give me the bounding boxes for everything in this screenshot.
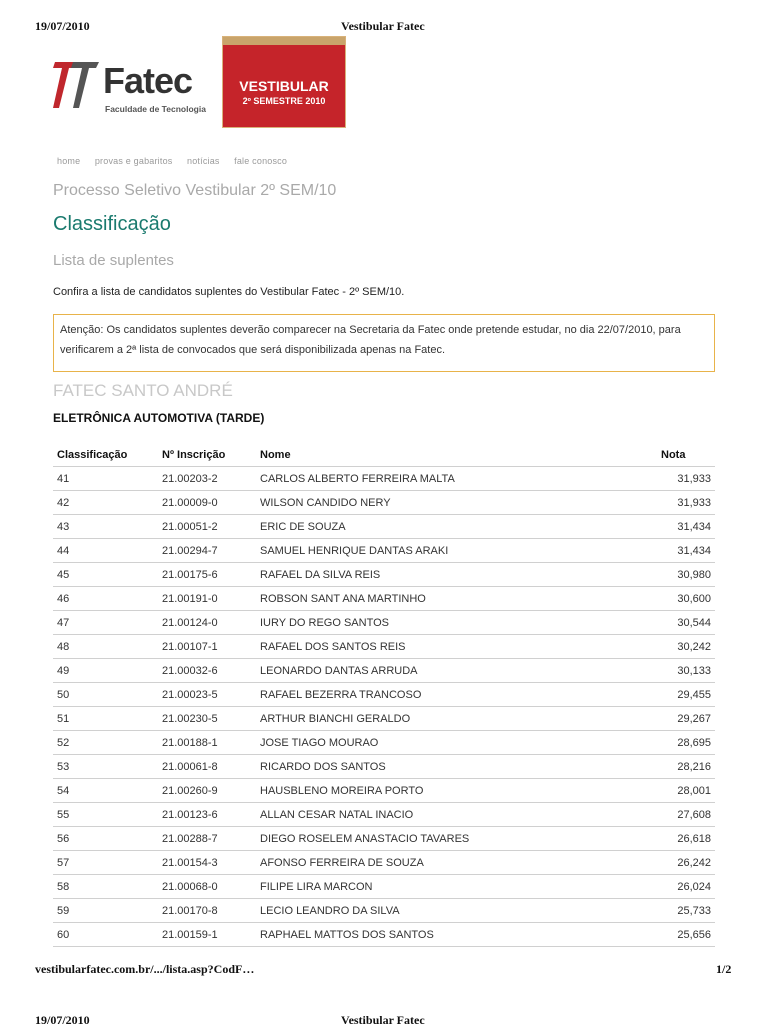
- nav-home-link[interactable]: home: [57, 156, 81, 166]
- table-row: [53, 755, 715, 779]
- cell-name: RAFAEL BEZERRA TRANCOSO: [256, 683, 657, 707]
- logo-subtitle: Faculdade de Tecnologia: [105, 104, 206, 114]
- table-row: [53, 635, 715, 659]
- cell-score: 30,980: [657, 563, 715, 587]
- table-row: [53, 515, 715, 539]
- table-row: [53, 923, 715, 947]
- nav-noticias-link[interactable]: notícias: [187, 156, 220, 166]
- cell-score: 31,933: [657, 467, 715, 491]
- vestibular-badge[interactable]: [222, 36, 346, 128]
- cell-classification: 51: [53, 707, 158, 731]
- cell-registration: 21.00032-6: [158, 659, 256, 683]
- cell-name: RAPHAEL MATTOS DOS SANTOS: [256, 923, 657, 947]
- cell-classification: 58: [53, 875, 158, 899]
- cell-registration: 21.00051-2: [158, 515, 256, 539]
- cell-registration: 21.00294-7: [158, 539, 256, 563]
- cell-name: IURY DO REGO SANTOS: [256, 611, 657, 635]
- cell-classification: 46: [53, 587, 158, 611]
- cell-registration: 21.00260-9: [158, 779, 256, 803]
- fatec-logo-mark-icon: [53, 58, 99, 110]
- cell-classification: 48: [53, 635, 158, 659]
- table-row: [53, 803, 715, 827]
- badge-title: VESTIBULAR: [239, 78, 329, 94]
- cell-classification: 53: [53, 755, 158, 779]
- cell-name: LEONARDO DANTAS ARRUDA: [256, 659, 657, 683]
- cell-score: 27,608: [657, 803, 715, 827]
- cell-score: 26,242: [657, 851, 715, 875]
- cell-score: 29,267: [657, 707, 715, 731]
- cell-name: ERIC DE SOUZA: [256, 515, 657, 539]
- nav-contact-link[interactable]: fale conosco: [234, 156, 288, 166]
- cell-score: 28,001: [657, 779, 715, 803]
- cell-name: DIEGO ROSELEM ANASTACIO TAVARES: [256, 827, 657, 851]
- table-row: [53, 659, 715, 683]
- table-row: [53, 827, 715, 851]
- cell-name: WILSON CANDIDO NERY: [256, 491, 657, 515]
- cell-score: 30,600: [657, 587, 715, 611]
- cell-registration: 21.00061-8: [158, 755, 256, 779]
- cell-registration: 21.00107-1: [158, 635, 256, 659]
- table-row: [53, 467, 715, 491]
- cell-name: AFONSO FERREIRA DE SOUZA: [256, 851, 657, 875]
- cell-score: 31,434: [657, 539, 715, 563]
- cell-score: 30,544: [657, 611, 715, 635]
- cell-registration: 21.00154-3: [158, 851, 256, 875]
- list-subtitle: Lista de suplentes: [53, 252, 174, 269]
- page2-header-date: 19/07/2010: [35, 1013, 90, 1027]
- table-row: [53, 851, 715, 875]
- cell-classification: 57: [53, 851, 158, 875]
- fatec-logo[interactable]: [53, 58, 213, 120]
- cell-registration: 21.00124-0: [158, 611, 256, 635]
- print-footer-url: vestibularfatec.com.br/.../lista.asp?CodF…: [35, 962, 255, 976]
- cell-score: 31,933: [657, 491, 715, 515]
- cell-classification: 41: [53, 467, 158, 491]
- course-heading: ELETRÔNICA AUTOMOTIVA (TARDE): [53, 411, 265, 425]
- cell-score: 30,133: [657, 659, 715, 683]
- badge-top-strip: [223, 37, 345, 45]
- page-title: Classificação: [53, 213, 171, 235]
- cell-registration: 21.00288-7: [158, 827, 256, 851]
- top-nav: [57, 156, 299, 166]
- cell-registration: 21.00170-8: [158, 899, 256, 923]
- table-row: [53, 683, 715, 707]
- cell-registration: 21.00175-6: [158, 563, 256, 587]
- table-row: [53, 779, 715, 803]
- cell-registration: 21.00191-0: [158, 587, 256, 611]
- cell-score: 26,618: [657, 827, 715, 851]
- cell-classification: 44: [53, 539, 158, 563]
- table-row: [53, 875, 715, 899]
- cell-classification: 45: [53, 563, 158, 587]
- cell-score: 31,434: [657, 515, 715, 539]
- badge-semester: 2º SEMESTRE 2010: [242, 96, 326, 106]
- col-header-score: Nota: [657, 444, 715, 467]
- cell-score: 25,733: [657, 899, 715, 923]
- logo-wordmark: Fatec: [103, 60, 193, 101]
- cell-name: SAMUEL HENRIQUE DANTAS ARAKI: [256, 539, 657, 563]
- cell-score: 30,242: [657, 635, 715, 659]
- cell-classification: 42: [53, 491, 158, 515]
- page2-header-title: Vestibular Fatec: [341, 1013, 425, 1027]
- cell-registration: 21.00188-1: [158, 731, 256, 755]
- cell-classification: 43: [53, 515, 158, 539]
- table-row: [53, 611, 715, 635]
- results-table: [53, 444, 715, 947]
- print-header-title: Vestibular Fatec: [341, 19, 425, 33]
- notice-box: Atenção: Os candidatos suplentes deverão comparecer na Secretaria da Fatec onde pretende estudar, no dia 22/07/2010, para verificarem a 2ª lista de convocados que será disponibilizada apenas na Fatec.: [53, 314, 715, 372]
- intro-text: Confira a lista de candidatos suplentes do Vestibular Fatec - 2º SEM/10.: [53, 286, 405, 298]
- cell-registration: 21.00159-1: [158, 923, 256, 947]
- process-heading: Processo Seletivo Vestibular 2º SEM/10: [53, 182, 337, 199]
- cell-name: LECIO LEANDRO DA SILVA: [256, 899, 657, 923]
- cell-registration: 21.00023-5: [158, 683, 256, 707]
- cell-score: 26,024: [657, 875, 715, 899]
- campus-heading: FATEC SANTO ANDRÉ: [53, 381, 233, 400]
- cell-name: ALLAN CESAR NATAL INACIO: [256, 803, 657, 827]
- cell-score: 28,695: [657, 731, 715, 755]
- cell-classification: 47: [53, 611, 158, 635]
- cell-name: CARLOS ALBERTO FERREIRA MALTA: [256, 467, 657, 491]
- cell-classification: 55: [53, 803, 158, 827]
- print-header-date: 19/07/2010: [35, 19, 90, 33]
- print-footer-page: 1/2: [716, 962, 732, 976]
- col-header-name: Nome: [256, 444, 657, 467]
- table-row: [53, 587, 715, 611]
- cell-classification: 56: [53, 827, 158, 851]
- nav-provas-link[interactable]: provas e gabaritos: [94, 156, 173, 166]
- table-row: [53, 539, 715, 563]
- cell-name: HAUSBLENO MOREIRA PORTO: [256, 779, 657, 803]
- cell-classification: 52: [53, 731, 158, 755]
- cell-classification: 60: [53, 923, 158, 947]
- col-header-classification: Classificação: [53, 444, 158, 467]
- cell-name: ARTHUR BIANCHI GERALDO: [256, 707, 657, 731]
- table-row: [53, 899, 715, 923]
- cell-registration: 21.00123-6: [158, 803, 256, 827]
- table-row: [53, 731, 715, 755]
- cell-name: RAFAEL DA SILVA REIS: [256, 563, 657, 587]
- cell-name: RAFAEL DOS SANTOS REIS: [256, 635, 657, 659]
- cell-score: 28,216: [657, 755, 715, 779]
- cell-registration: 21.00009-0: [158, 491, 256, 515]
- cell-score: 29,455: [657, 683, 715, 707]
- col-header-registration: Nº Inscrição: [158, 444, 256, 467]
- cell-registration: 21.00230-5: [158, 707, 256, 731]
- cell-classification: 49: [53, 659, 158, 683]
- table-header-row: [53, 444, 715, 467]
- cell-name: JOSE TIAGO MOURAO: [256, 731, 657, 755]
- table-row: [53, 491, 715, 515]
- cell-score: 25,656: [657, 923, 715, 947]
- cell-name: ROBSON SANT ANA MARTINHO: [256, 587, 657, 611]
- table-row: [53, 707, 715, 731]
- table-row: [53, 563, 715, 587]
- cell-classification: 59: [53, 899, 158, 923]
- cell-classification: 50: [53, 683, 158, 707]
- cell-classification: 54: [53, 779, 158, 803]
- cell-registration: 21.00203-2: [158, 467, 256, 491]
- cell-registration: 21.00068-0: [158, 875, 256, 899]
- cell-name: RICARDO DOS SANTOS: [256, 755, 657, 779]
- cell-name: FILIPE LIRA MARCON: [256, 875, 657, 899]
